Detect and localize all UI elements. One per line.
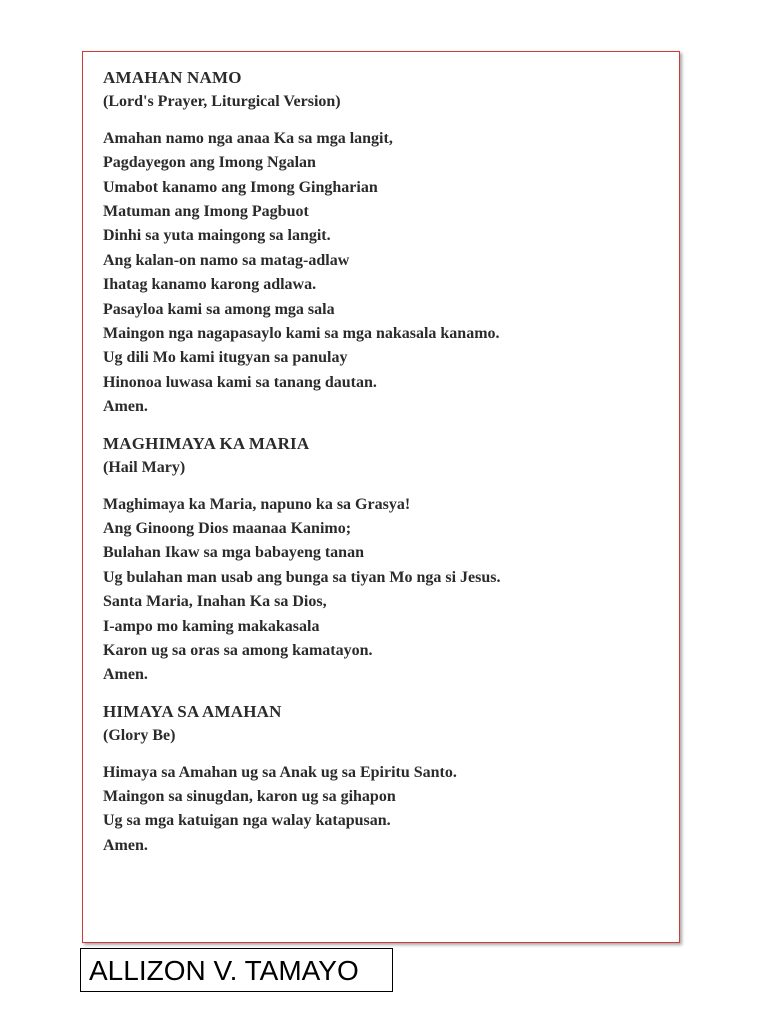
prayer-line: Pagdayegon ang Imong Ngalan bbox=[103, 154, 316, 172]
prayer-line: Ang kalan-on namo sa matag-adlaw bbox=[103, 251, 350, 269]
prayer-line: Hinonoa luwasa kami sa tanang dautan. bbox=[103, 373, 377, 391]
prayer-line: Maingon sa sinugdan, karon ug sa gihapon bbox=[103, 787, 396, 805]
prayer-card bbox=[82, 51, 680, 943]
prayer-title: MAGHIMAYA KA MARIA bbox=[103, 433, 310, 453]
prayer-line: Karon ug sa oras sa among kamatayon. bbox=[103, 641, 373, 659]
prayer-line: Ug bulahan man usab ang bunga sa tiyan Mo nga si Jesus. bbox=[103, 568, 501, 586]
prayer-title: HIMAYA SA AMAHAN bbox=[103, 701, 282, 721]
prayer-subtitle: (Glory Be) bbox=[103, 727, 176, 745]
prayer-section bbox=[103, 700, 679, 858]
prayer-line: Pasayloa kami sa among mga sala bbox=[103, 300, 335, 318]
prayer-line: Maghimaya ka Maria, napuno ka sa Grasya! bbox=[103, 495, 411, 513]
prayer-line: Himaya sa Amahan ug sa Anak ug sa Epiritu Santo. bbox=[103, 763, 457, 781]
prayer-line: Santa Maria, Inahan Ka sa Dios, bbox=[103, 593, 327, 611]
prayer-line: Dinhi sa yuta maingong sa langit. bbox=[103, 227, 331, 245]
prayer-line: Ug dili Mo kami itugyan sa panulay bbox=[103, 349, 348, 367]
prayer-subtitle: (Lord's Prayer, Liturgical Version) bbox=[103, 93, 341, 111]
prayer-title: AMAHAN NAMO bbox=[103, 68, 242, 87]
prayer-line: Ang Ginoong Dios maanaa Kanimo; bbox=[103, 519, 352, 537]
prayer-line: I-ampo mo kaming makakasala bbox=[103, 617, 320, 635]
prayer-line: Amahan namo nga anaa Ka sa mga langit, bbox=[103, 129, 393, 147]
prayer-line: Matuman ang Imong Pagbuot bbox=[103, 203, 309, 221]
prayer-subtitle: (Hail Mary) bbox=[103, 459, 186, 477]
prayer-line: Ug sa mga katuigan nga walay katapusan. bbox=[103, 812, 391, 830]
prayer-section bbox=[103, 66, 679, 420]
prayer-line: Ihatag kanamo karong adlawa. bbox=[103, 276, 317, 294]
prayer-line: Amen. bbox=[103, 836, 148, 854]
author-name-box: ALLIZON V. TAMAYO bbox=[80, 948, 393, 992]
prayer-line: Umabot kanamo ang Imong Gingharian bbox=[103, 178, 378, 196]
prayer-section bbox=[103, 432, 679, 688]
prayer-line: Amen. bbox=[103, 398, 148, 416]
prayer-line: Amen. bbox=[103, 666, 148, 684]
prayer-line: Maingon nga nagapasaylo kami sa mga nakasala kanamo. bbox=[103, 325, 500, 343]
prayer-line: Bulahan Ikaw sa mga babayeng tanan bbox=[103, 544, 364, 562]
